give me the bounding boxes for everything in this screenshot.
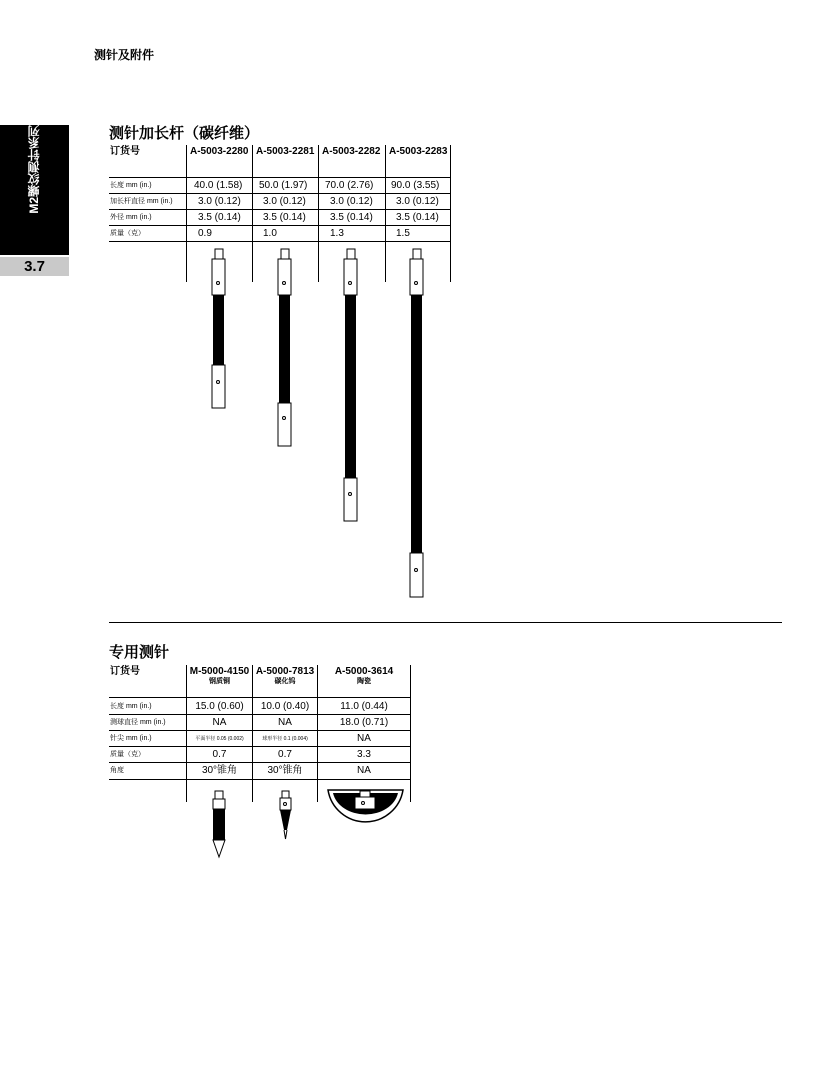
side-tab-label: M2螺纹测针系列 (27, 125, 41, 214)
special-col-3: A-5000-3614 (334, 666, 394, 677)
special-col-3-material: 陶瓷 (357, 678, 371, 685)
special-col-1-material: 钢质铜 (209, 678, 230, 685)
cell: 1.3 (330, 228, 344, 239)
cell: 0.7 (212, 749, 227, 760)
special-title: 专用测针 (109, 644, 170, 661)
cell: 0.9 (198, 228, 212, 239)
cell: 3.5 (0.14) (330, 212, 373, 223)
cell: 1.5 (396, 228, 410, 239)
extensions-col-2: A-5003-2281 (256, 146, 315, 157)
special-col-2-material: 碳化钨 (274, 678, 296, 685)
cell: 30°锥角 (201, 765, 238, 776)
cell: NA (357, 765, 371, 776)
cell: 3.0 (0.12) (330, 196, 373, 207)
page-header: 测针及附件 (94, 48, 155, 62)
cell: 3.5 (0.14) (263, 212, 306, 223)
cell: 40.0 (1.58) (194, 180, 243, 191)
cell: 0.7 (278, 749, 292, 760)
section-number: 3.7 (0, 257, 69, 276)
ceramic-disk-stylus (328, 790, 403, 822)
row-label-ball: 测球直径 mm (in.) (110, 719, 166, 726)
extensions-col-1: A-5003-2280 (190, 146, 249, 157)
cell: 90.0 (3.55) (391, 180, 440, 191)
cell: 3.0 (0.12) (396, 196, 439, 207)
cell: 18.0 (0.71) (339, 717, 389, 728)
cell: 50.0 (1.97) (259, 180, 308, 191)
row-label-tip: 针尖 mm (in.) (110, 735, 152, 742)
cell: 3.5 (0.14) (396, 212, 439, 223)
cell: 3.3 (357, 749, 371, 760)
cell: 10.0 (0.40) (260, 701, 310, 712)
cell: 球形半径 0.1 (0.004) (262, 736, 308, 742)
extensions-order-label: 订货号 (110, 146, 140, 157)
cell: NA (278, 717, 292, 728)
cell: 3.5 (0.14) (198, 212, 241, 223)
row-label-diameter: 加长杆直径 mm (in.) (110, 198, 173, 205)
cell: 1.0 (263, 228, 277, 239)
pointed-stylus-2 (280, 791, 291, 839)
extensions-title: 测针加长杆（碳纤维） (109, 125, 260, 142)
cell: 3.0 (0.12) (263, 196, 306, 207)
row-label-mass: 质量（克） (110, 230, 145, 237)
cell: NA (212, 717, 227, 728)
special-order-label: 订货号 (110, 666, 140, 677)
special-col-1: M-5000-4150 (189, 666, 250, 677)
cell: NA (357, 733, 371, 744)
cell: 15.0 (0.60) (195, 701, 244, 712)
row-label-mass: 质量（克） (110, 751, 145, 758)
cell: 平面半径 0.05 (0.002) (195, 736, 244, 742)
row-label-outer: 外径 mm (in.) (110, 214, 152, 221)
extensions-col-4: A-5003-2283 (389, 146, 448, 157)
cell: 30°锥角 (267, 765, 303, 776)
cell: 3.0 (0.12) (198, 196, 241, 207)
row-label-length: 长度 mm (in.) (110, 182, 152, 189)
pointed-stylus-1 (213, 791, 225, 857)
row-label-length: 长度 mm (in.) (110, 703, 152, 710)
extensions-col-3: A-5003-2282 (322, 146, 381, 157)
cell: 70.0 (2.76) (325, 180, 374, 191)
cell: 11.0 (0.44) (340, 701, 388, 712)
row-label-angle: 角度 (110, 767, 124, 774)
special-col-2: A-5000-7813 (255, 666, 315, 677)
